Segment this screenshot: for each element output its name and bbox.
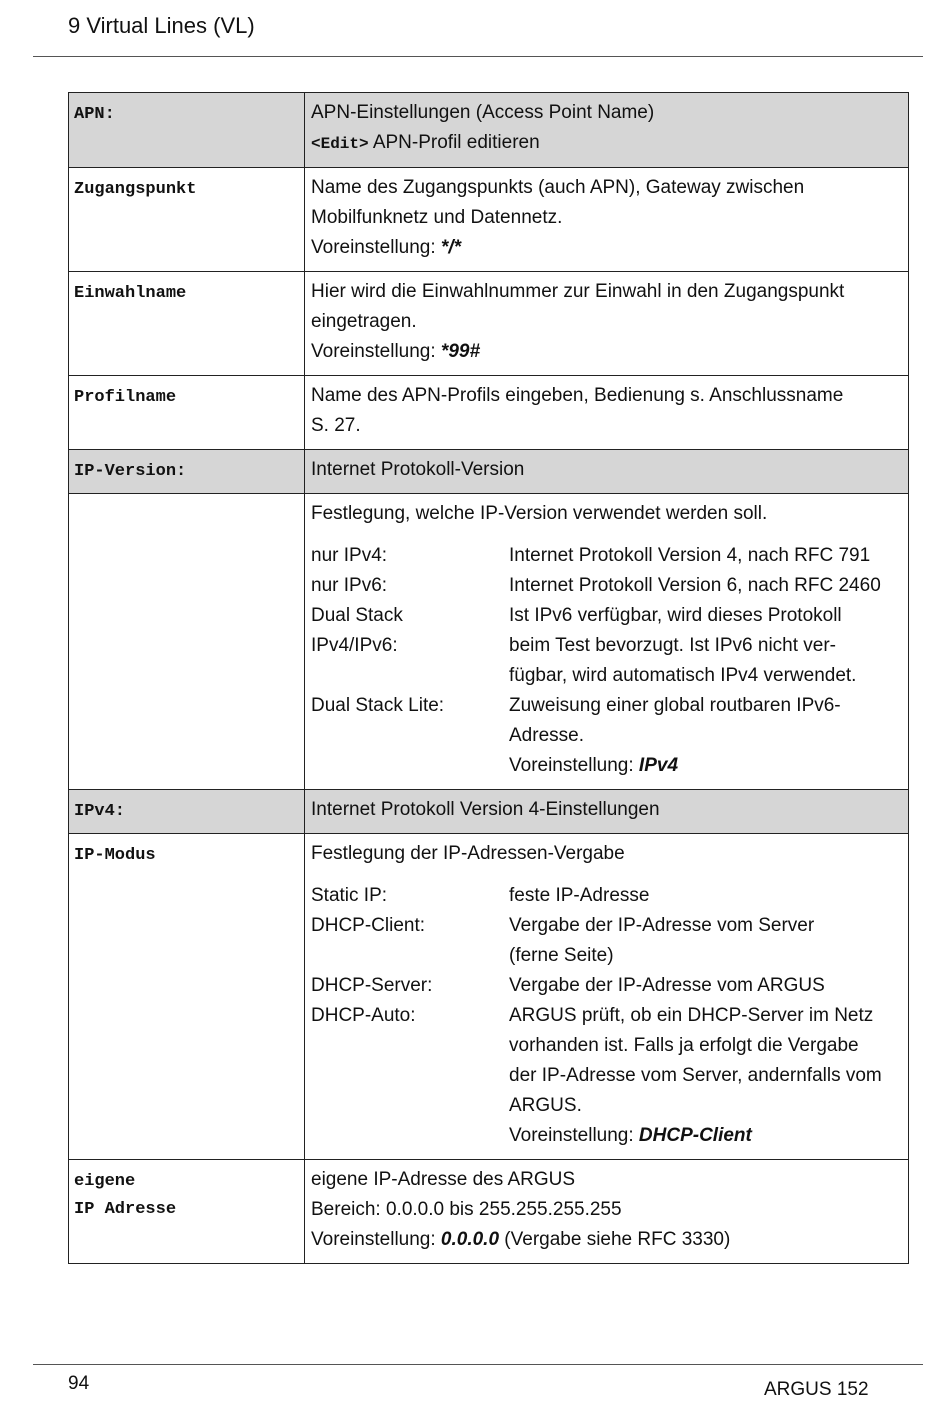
option-desc: Internet Protokoll Version 4, nach RFC 791 — [509, 545, 871, 566]
page-header-title: 9 Virtual Lines (VL) — [68, 13, 255, 38]
param-desc-ip-version — [305, 494, 909, 790]
option-label: Dual Stack Lite: — [311, 695, 445, 716]
option-row — [311, 541, 902, 571]
option-desc: Zuweisung einer global routbaren IPv6- — [509, 695, 841, 716]
param-key-empty — [69, 494, 305, 790]
option-row — [311, 1001, 902, 1031]
option-desc: feste IP-Adresse — [509, 885, 650, 906]
option-row — [311, 721, 902, 751]
param-key-ip-modus: IP-Modus — [69, 834, 305, 1160]
table-row-eigene-ip — [69, 1160, 909, 1264]
default-label: Voreinstellung: — [311, 341, 441, 362]
profilname-line1: Name des APN-Profils eingeben, Bedienung s. Anschlussname — [311, 385, 844, 406]
option-desc: vorhanden ist. Falls ja erfolgt die Vergabe — [509, 1035, 859, 1056]
default-value: IPv4 — [638, 755, 679, 776]
option-desc: (ferne Seite) — [509, 945, 614, 966]
parameter-table — [68, 92, 909, 1264]
option-row — [311, 911, 902, 941]
option-desc: Adresse. — [509, 725, 584, 746]
option-desc: Ist IPv6 verfügbar, wird dieses Protokoll — [509, 605, 842, 626]
page-number: 94 — [68, 1373, 90, 1394]
param-desc-einwahlname — [305, 272, 909, 376]
einwahlname-line2: eingetragen. — [311, 311, 417, 332]
eigene-ip-line1: eigene IP-Adresse des ARGUS — [311, 1169, 576, 1190]
option-row — [311, 971, 902, 1001]
param-desc-apn — [305, 93, 909, 168]
default-label: Voreinstellung: — [509, 1125, 639, 1146]
option-row — [311, 661, 902, 691]
option-label: IPv4/IPv6: — [311, 635, 398, 656]
option-desc: Vergabe der IP-Adresse vom ARGUS — [509, 975, 825, 996]
table-row-zugangspunkt — [69, 168, 909, 272]
ip-version-intro: Festlegung, welche IP-Version verwendet werden soll. — [311, 503, 768, 524]
param-key-profilname: Profilname — [69, 376, 305, 450]
param-key-eigene-ip — [69, 1160, 305, 1264]
ip-modus-default — [311, 1121, 902, 1151]
table-row-apn — [69, 93, 909, 168]
option-row — [311, 881, 902, 911]
param-desc-zugangspunkt — [305, 168, 909, 272]
apn-edit-line — [311, 128, 902, 159]
param-desc-eigene-ip — [305, 1160, 909, 1264]
footer-rule — [33, 1364, 923, 1365]
eigene-ip-key-line2: IP Adresse — [74, 1200, 177, 1219]
option-label: nur IPv4: — [311, 545, 388, 566]
param-key-einwahlname: Einwahlname — [69, 272, 305, 376]
option-row — [311, 1061, 902, 1091]
option-label: DHCP-Client: — [311, 915, 426, 936]
default-label: Voreinstellung: — [509, 755, 639, 776]
default-value: DHCP-Client — [638, 1125, 752, 1146]
table-row-ip-modus — [69, 834, 909, 1160]
default-value: *99# — [440, 341, 481, 362]
eigene-ip-default — [311, 1225, 902, 1255]
table-row-profilname — [69, 376, 909, 450]
option-label — [311, 1061, 509, 1091]
einwahlname-default — [311, 337, 902, 367]
zugangspunkt-line2: Mobilfunknetz und Datennetz. — [311, 207, 563, 228]
option-label — [311, 1091, 509, 1121]
ip-version-default — [311, 751, 902, 781]
param-desc-profilname — [305, 376, 909, 450]
option-label — [311, 721, 509, 751]
ip-modus-intro: Festlegung der IP-Adressen-Vergabe — [311, 843, 625, 864]
option-label: DHCP-Auto: — [311, 1005, 416, 1026]
eigene-ip-line2: Bereich: 0.0.0.0 bis 255.255.255.255 — [311, 1199, 622, 1220]
option-desc: beim Test bevorzugt. Ist IPv6 nicht ver- — [509, 635, 837, 656]
edit-softkey: <Edit> — [311, 135, 369, 153]
table-row-ip-version — [69, 450, 909, 494]
option-row — [311, 691, 902, 721]
param-key-zugangspunkt: Zugangspunkt — [69, 168, 305, 272]
table-row-ip-version-detail — [69, 494, 909, 790]
option-label: Dual Stack — [311, 605, 403, 626]
param-key-ip-version: IP-Version: — [69, 450, 305, 494]
option-row — [311, 601, 902, 631]
option-desc: ARGUS prüft, ob ein DHCP-Server im Netz — [509, 1005, 874, 1026]
param-title-ip-version: Internet Protokoll-Version — [305, 450, 909, 494]
option-desc: Vergabe der IP-Adresse vom Server — [509, 915, 815, 936]
table-row-einwahlname — [69, 272, 909, 376]
apn-edit-text: APN-Profil editieren — [368, 132, 540, 153]
ip-modus-options — [311, 881, 902, 1121]
default-value: 0.0.0.0 — [440, 1229, 500, 1250]
product-name: ARGUS 152 — [764, 1379, 869, 1400]
option-label — [311, 661, 509, 691]
default-suffix: (Vergabe siehe RFC 3330) — [499, 1229, 731, 1250]
option-desc: fügbar, wird automatisch IPv4 verwendet. — [509, 665, 857, 686]
option-row — [311, 941, 902, 971]
option-label — [311, 1031, 509, 1061]
option-row — [311, 631, 902, 661]
option-desc: der IP-Adresse vom Server, andernfalls vom — [509, 1065, 882, 1086]
option-label: DHCP-Server: — [311, 975, 433, 996]
option-desc: ARGUS. — [509, 1095, 582, 1116]
param-key-apn: APN: — [69, 93, 305, 168]
ip-version-options — [311, 541, 902, 751]
param-title-ipv4: Internet Protokoll Version 4-Einstellungen — [305, 790, 909, 834]
default-label: Voreinstellung: — [311, 237, 441, 258]
default-value: */* — [440, 237, 461, 258]
option-row — [311, 1031, 902, 1061]
zugangspunkt-default — [311, 233, 902, 263]
param-key-ipv4: IPv4: — [69, 790, 305, 834]
option-label: Static IP: — [311, 885, 388, 906]
header-rule — [33, 56, 923, 57]
einwahlname-line1: Hier wird die Einwahlnummer zur Einwahl in den Zugangspunkt — [311, 281, 845, 302]
option-label — [311, 941, 509, 971]
option-row — [311, 1091, 902, 1121]
table-row-ipv4 — [69, 790, 909, 834]
profilname-line2: S. 27. — [311, 415, 361, 436]
option-desc: Internet Protokoll Version 6, nach RFC 2460 — [509, 575, 881, 596]
option-label: nur IPv6: — [311, 575, 388, 596]
option-row — [311, 571, 902, 601]
param-desc-ip-modus — [305, 834, 909, 1160]
apn-line1: APN-Einstellungen (Access Point Name) — [311, 102, 655, 123]
default-label: Voreinstellung: — [311, 1229, 441, 1250]
zugangspunkt-line1: Name des Zugangspunkts (auch APN), Gateway zwischen — [311, 177, 805, 198]
eigene-ip-key-line1: eigene — [74, 1172, 136, 1191]
